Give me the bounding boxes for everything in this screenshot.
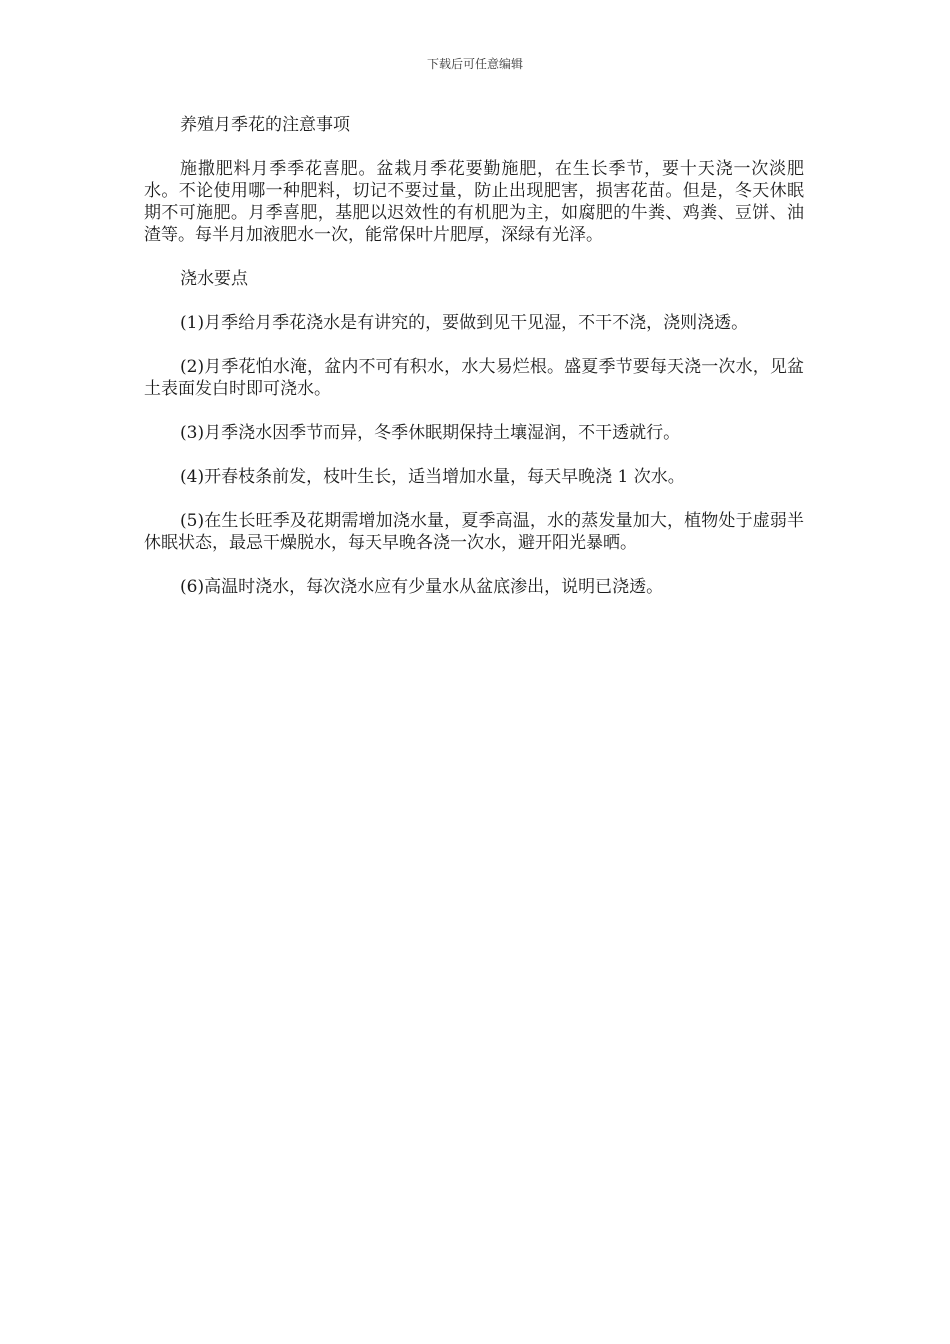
watering-point-3: (3)月季浇水因季节而异，冬季休眠期保持土壤湿润，不干透就行。 <box>180 423 681 443</box>
document-title: 养殖月季花的注意事项 <box>180 115 350 135</box>
watering-point-4: (4)开春枝条前发，枝叶生长，适当增加水量，每天早晚浇 1 次水。 <box>180 467 685 487</box>
fertilizing-paragraph: 施撒肥料月季季花喜肥。盆栽月季花要勤施肥，在生长季节，要十天浇一次淡肥水。不论使用哪一种肥料，切记不要过量，防止出现肥害，损害花苗。但是，冬天休眠期不可施肥。月季喜肥，基肥以迟效性的有机肥为主，如腐肥的牛粪、鸡粪、豆饼、油渣等。每半月加液肥水一次，能常保叶片肥厚，深绿有光泽。 <box>144 159 804 245</box>
watering-point-5: (5)在生长旺季及花期需增加浇水量，夏季高温，水的蒸发量加大，植物处于虚弱半休眠状态，最忌干燥脱水，每天早晚各浇一次水，避开阳光暴晒。 <box>144 511 804 553</box>
watering-heading: 浇水要点 <box>180 269 248 289</box>
page-header: 下载后可任意编辑 <box>426 57 523 71</box>
watering-point-2: (2)月季花怕水淹，盆内不可有积水，水大易烂根。盛夏季节要每天浇一次水，见盆土表面发白时即可浇水。 <box>144 357 804 399</box>
watering-point-1: (1)月季给月季花浇水是有讲究的，要做到见干见湿，不干不浇，浇则浇透。 <box>180 313 749 333</box>
watering-point-6: (6)高温时浇水，每次浇水应有少量水从盆底渗出，说明已浇透。 <box>180 577 664 597</box>
document-body <box>144 114 804 620</box>
